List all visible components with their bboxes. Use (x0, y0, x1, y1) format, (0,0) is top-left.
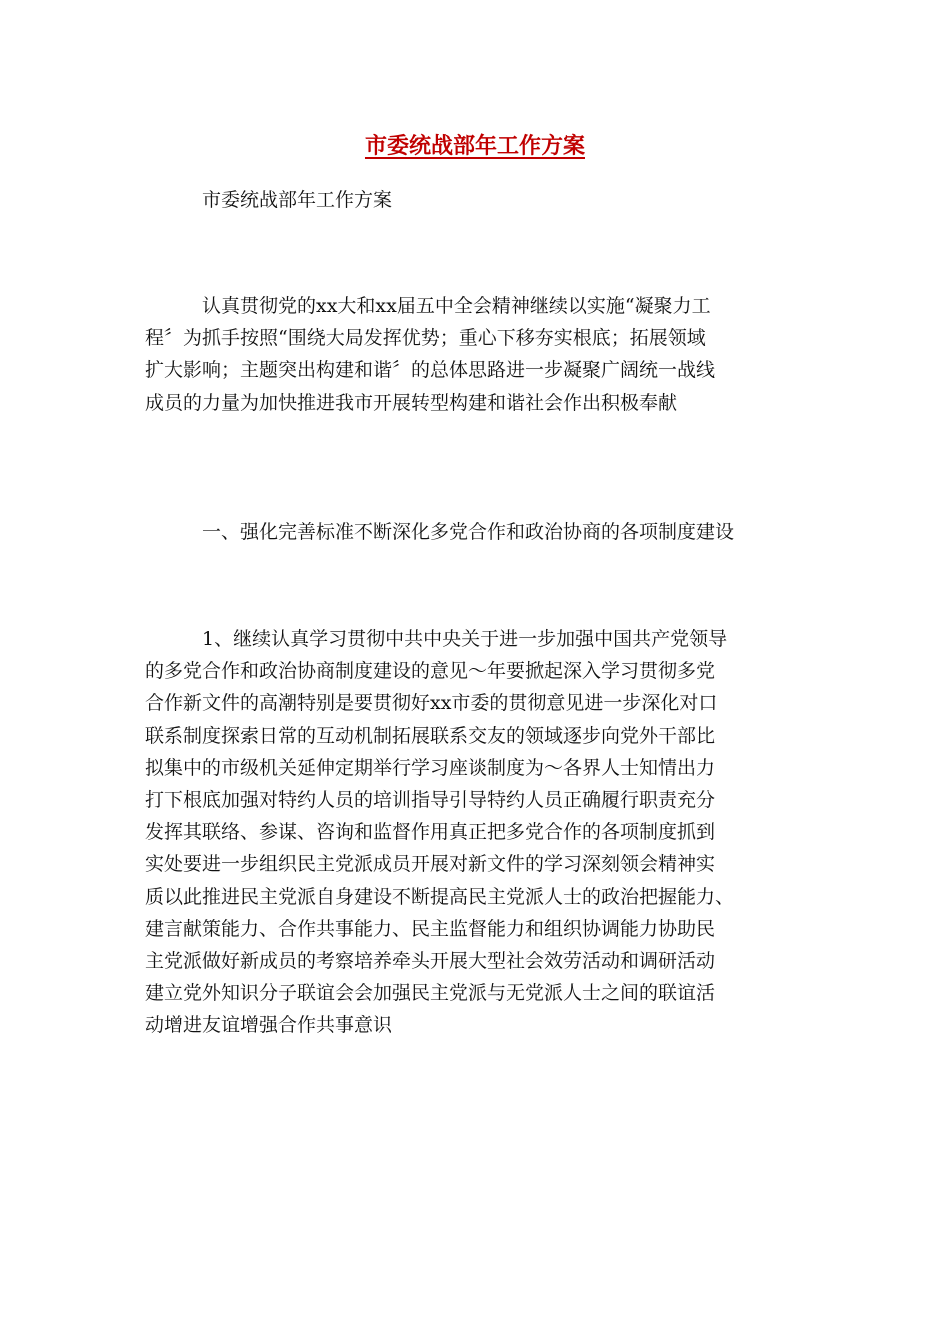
paragraph-line: 成员的力量为加快推进我市开展转型构建和谐社会作出积极奉献 (145, 391, 678, 414)
paragraph-line: 扩大影响；主题突出构建和谐〞的总体思路进一步凝聚广阔统一战线 (145, 359, 716, 382)
paragraph-line: 拟集中的市级机关延伸定期举行学习座谈制度为～各界人士知情出力 (145, 756, 716, 779)
paragraph-line: 动增进友谊增强合作共事意识 (145, 1014, 393, 1037)
paragraph-line: 实处要进一步组织民主党派成员开展对新文件的学习深刻领会精神实 (145, 853, 716, 876)
paragraph-line: 质以此推进民主党派自身建设不断提高民主党派人士的政治把握能力、 (145, 885, 735, 908)
paragraph-line: 主党派做好新成员的考察培养牵头开展大型社会效劳活动和调研活动 (145, 950, 716, 973)
paragraph-line: 打下根底加强对特约人员的培训指导引导特约人员正确履行职责充分 (145, 789, 716, 812)
document-title: 市委统战部年工作方案 (364, 134, 585, 159)
paragraph-line: 联系制度探索日常的互动机制拓展联系交友的领域逐步向党外干部比 (145, 724, 716, 747)
body-paragraph (145, 623, 815, 1042)
intro-paragraph (145, 290, 815, 419)
document-subtitle: 市委统战部年工作方案 (202, 189, 393, 211)
paragraph-line: 合作新文件的高潮特别是要贯彻好xx市委的贯彻意见进一步深化对口 (145, 692, 718, 715)
paragraph-line: 发挥其联络、参谋、咨询和监督作用真正把多党合作的各项制度抓到 (145, 821, 716, 844)
paragraph-line: 建立党外知识分子联谊会会加强民主党派与无党派人士之间的联谊活 (145, 982, 716, 1005)
paragraph-line: 程〞为抓手按照“围绕大局发挥优势；重心下移夯实根底；拓展领域 (145, 327, 706, 350)
section-heading: 一、强化完善标准不断深化多党合作和政治协商的各项制度建设 (202, 521, 735, 543)
paragraph-line: 建言献策能力、合作共事能力、民主监督能力和组织协调能力协助民 (145, 917, 716, 940)
paragraph-line: 1、继续认真学习贯彻中共中央关于进一步加强中国共产党领导 (202, 628, 728, 650)
paragraph-line: 认真贯彻党的xx大和xx届五中全会精神继续以实施“凝聚力工 (202, 295, 711, 317)
paragraph-line: 的多党合作和政治协商制度建设的意见～年要掀起深入学习贯彻多党 (145, 660, 716, 683)
